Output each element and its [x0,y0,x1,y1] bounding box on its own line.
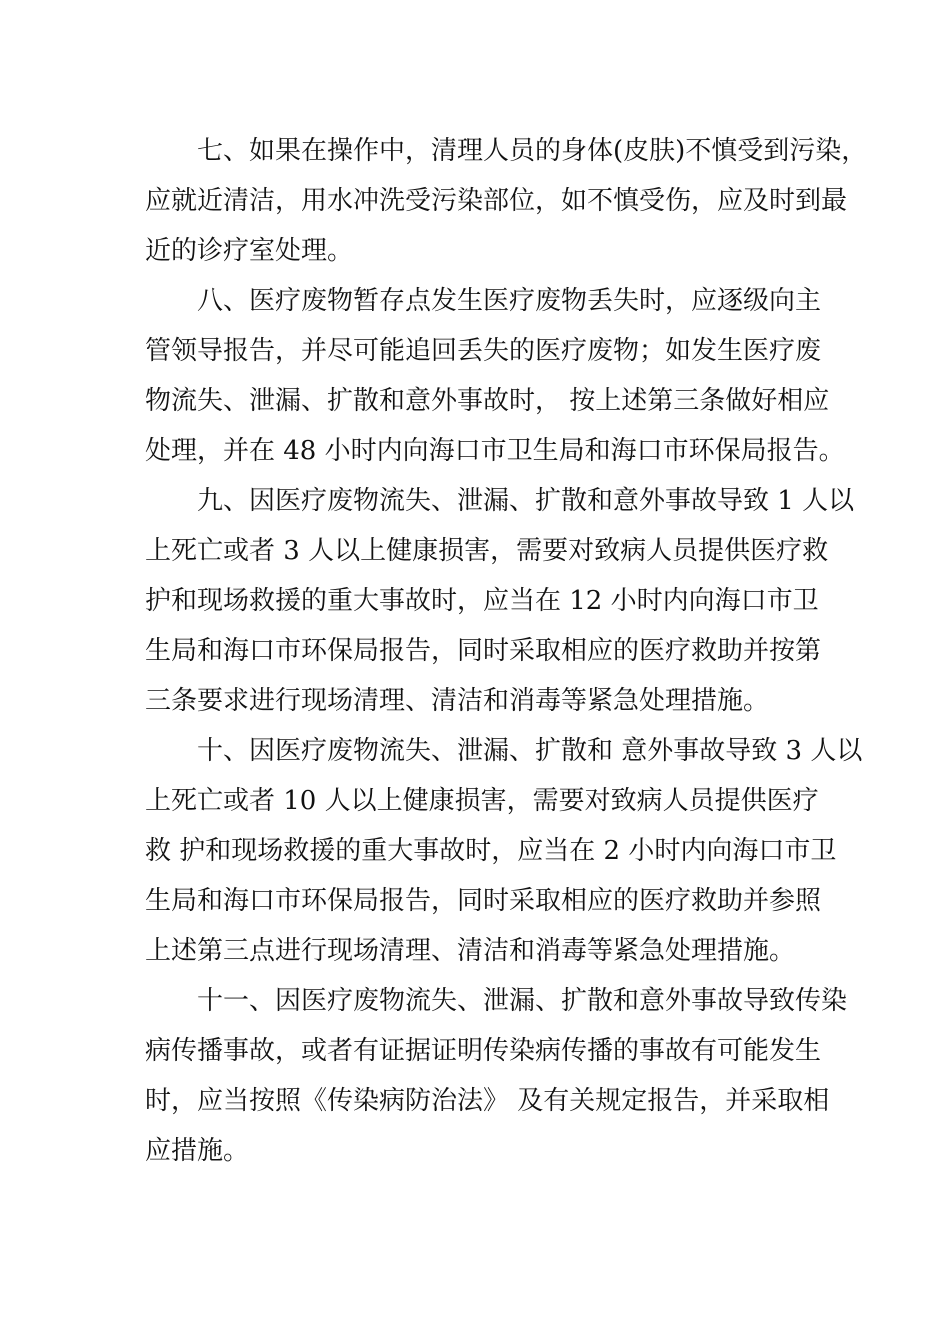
paragraph-line: 上死亡或者 10 人以上健康损害，需要对致病人员提供医疗 [145,786,819,816]
paragraph-line: 时，应当按照《传染病防治法》 及有关规定报告，并采取相 [145,1086,830,1116]
paragraph-line: 应就近清洁，用水冲洗受污染部位，如不慎受伤，应及时到最 [145,186,848,216]
paragraph-line: 七、如果在操作中，清理人员的身体(皮肤)不慎受到污染， [197,136,868,166]
paragraph-item-11 [145,976,848,1176]
paragraph-item-10 [145,726,863,976]
paragraph-line: 上死亡或者 3 人以上健康损害，需要对致病人员提供医疗救 [145,536,829,566]
paragraph-line: 近的诊疗室处理。 [145,236,354,266]
paragraph-line: 九、因医疗废物流失、泄漏、扩散和意外事故导致 1 人以 [197,486,855,516]
paragraph-line: 处理，并在 48 小时内向海口市卫生局和海口市环保局报告。 [145,436,845,466]
paragraph-item-8 [145,276,845,476]
paragraph-item-9 [145,476,855,726]
paragraph-line: 管领导报告，并尽可能追回丢失的医疗废物；如发生医疗废 [145,336,822,366]
paragraph-line: 物流失、泄漏、扩散和意外事故时， 按上述第三条做好相应 [145,386,830,416]
paragraph-line: 生局和海口市环保局报告，同时采取相应的医疗救助并参照 [145,886,822,916]
paragraph-line: 十、因医疗废物流失、泄漏、扩散和 意外事故导致 3 人以 [197,736,863,766]
paragraph-line: 十一、因医疗废物流失、泄漏、扩散和意外事故导致传染 [197,986,848,1016]
paragraph-line: 病传播事故，或者有证据证明传染病传播的事故有可能发生 [145,1036,822,1066]
paragraph-line: 三条要求进行现场清理、清洁和消毒等紧急处理措施。 [145,686,770,716]
paragraph-line: 生局和海口市环保局报告，同时采取相应的医疗救助并按第 [145,636,822,666]
paragraph-line: 应措施。 [145,1136,250,1166]
document-body [145,126,868,1176]
paragraph-line: 护和现场救援的重大事故时，应当在 12 小时内向海口市卫 [145,586,819,616]
paragraph-line: 上述第三点进行现场清理、清洁和消毒等紧急处理措施。 [145,936,796,966]
paragraph-item-7 [145,126,868,276]
paragraph-line: 八、医疗废物暂存点发生医疗废物丢失时，应逐级向主 [197,286,822,316]
paragraph-line: 救 护和现场救援的重大事故时，应当在 2 小时内向海口市卫 [145,836,837,866]
